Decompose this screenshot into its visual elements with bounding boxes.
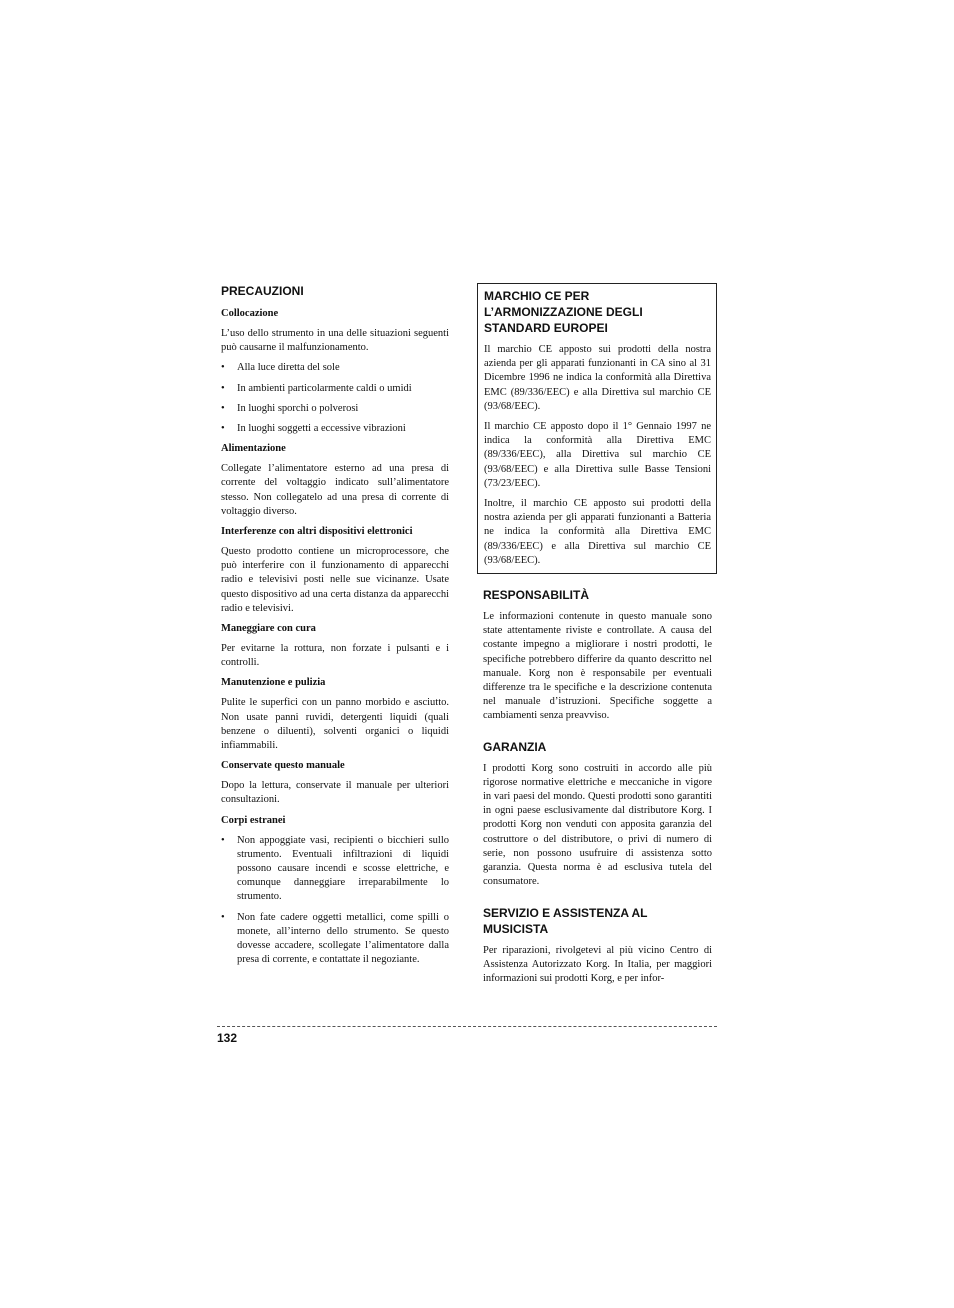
- ce-title: MARCHIO CE PER L’ARMONIZZAZIONE DEGLI STANDARD EUROPEI: [484, 289, 643, 335]
- alimentazione-text: Collegate l’alimentatore esterno ad una presa di corrente del voltaggio indicato sull’alimentatore stesso. Non collegatelo ad una presa di corrente di voltaggio diverso.: [221, 463, 449, 517]
- page-number: 132: [217, 1031, 238, 1045]
- right-column: [477, 283, 717, 986]
- interferenze-text: Questo prodotto contiene un microprocessore, che può interferire con il funzionamento di apparecchi radio e televisivi posti nelle sue vicinanze. Usate questo dispositivo ad una certa distanza da apparecchi radio e televisivi.: [221, 546, 449, 614]
- garanzia-title: GARANZIA: [483, 739, 547, 754]
- list-item: • In luoghi sporchi o polverosi: [221, 402, 449, 416]
- servizio-title: SERVIZIO E ASSISTENZA AL MUSICISTA: [483, 905, 648, 936]
- precauzioni-title: PRECAUZIONI: [221, 284, 304, 298]
- left-column: [221, 283, 449, 968]
- responsabilita-title: RESPONSABILITÀ: [483, 588, 590, 603]
- list-item: • Alla luce diretta del sole: [221, 361, 449, 375]
- conservate-text: Dopo la lettura, conservate il manuale per ulteriori consultazioni.: [221, 780, 449, 806]
- corpi-heading: Corpi estranei: [221, 814, 286, 826]
- maneggiare-heading: Maneggiare con cura: [221, 623, 316, 635]
- corpi-list: [221, 834, 449, 968]
- alimentazione-heading: Alimentazione: [221, 443, 286, 455]
- ce-box: [477, 283, 717, 574]
- collocazione-text: L’uso dello strumento in una delle situazioni seguenti può causarne il malfunzionamento.: [221, 328, 449, 354]
- list-item: • In luoghi soggetti a eccessive vibrazioni: [221, 422, 449, 436]
- servizio-section: [477, 905, 717, 987]
- responsabilita-section: [477, 587, 717, 724]
- ce-paragraph-2: Il marchio CE apposto dopo il 1° Gennaio 1997 ne indica la conformità alla Direttiva EMC (89/336/EEC), alla Direttiva sul marchio CE (93/68/EEC) e alla Direttiva sulle Basse Tensioni (73/23/EEC).: [484, 421, 711, 489]
- responsabilita-text: Le informazioni contenute in questo manuale sono state attentamente riviste e controllate. A causa del costante impegno a migliorare i nostri prodotti, le specifiche potrebbero differire da quanto descritto nel manuale. Korg non è responsabile per eventuali differenze tra le specifiche e la descrizione contenuta nel manuale d’istruzioni. Specifiche soggette a cambiamenti senza preavviso.: [483, 611, 712, 722]
- list-item: • Non fate cadere oggetti metallici, come spilli o monete, all’interno dello strumento. Se questo dovesse accadere, scollegate l’alimentatore dalla presa di corrente, e contattate il negoziante.: [221, 911, 449, 968]
- garanzia-text: I prodotti Korg sono costruiti in accordo alle più rigorose normative elettriche e meccaniche in vigore in vari paesi del mondo. Questi prodotti sono garantiti in ogni paese esclusivamente dal distributore Korg. I prodotti Korg non venduti con apposita garanzia del costruttore o del distributore, o privi di numero di serie, non possono usufruire di assistenza sotto garanzia. Questa norma è ad esclusiva tutela del consumatore.: [483, 762, 712, 888]
- collocazione-heading: Collocazione: [221, 308, 279, 319]
- interferenze-heading: Interferenze con altri dispositivi elettronici: [221, 526, 413, 538]
- footer-divider: [217, 1026, 717, 1027]
- ce-paragraph-3: Inoltre, il marchio CE apposto sui prodotti della nostra azienda per gli apparati funzionanti a Batteria ne indica la conformità alla Direttiva EMC (89/336/EEC) e alla Direttiva sul marchio CE (93/68/EEC).: [484, 498, 711, 566]
- servizio-text: Per riparazioni, rivolgetevi al più vicino Centro di Assistenza Autorizzato Korg. In Italia, per maggiori informazioni sui prodotti Korg, e per infor-: [483, 944, 712, 984]
- collocazione-list: [221, 361, 449, 436]
- manutenzione-heading: Manutenzione e pulizia: [221, 677, 326, 689]
- garanzia-section: [477, 739, 717, 890]
- list-item: • Non appoggiate vasi, recipienti o bicchieri sullo strumento. Eventuali infiltrazioni di liquidi possono causare incendi e scosse elettriche, e comunque danneggiare irreparabilmente lo strumento.: [221, 834, 449, 905]
- manutenzione-text: Pulite le superfici con un panno morbido e asciutto. Non usate panni ruvidi, detergenti liquidi (quali benzene o diluenti), solventi organici o liquidi infiammabili.: [221, 697, 449, 752]
- list-item: • In ambienti particolarmente caldi o umidi: [221, 382, 449, 396]
- ce-paragraph-1: Il marchio CE apposto sui prodotti della nostra azienda per gli apparati funzionanti in CA sino al 31 Dicembre 1996 ne indica la conformità alla Direttiva EMC (89/336/EEC) e alla Direttiva sul marchio CE (93/68/EEC).: [484, 344, 711, 412]
- maneggiare-text: Per evitarne la rottura, non forzate i pulsanti e i controlli.: [221, 643, 449, 669]
- conservate-heading: Conservate questo manuale: [221, 760, 345, 772]
